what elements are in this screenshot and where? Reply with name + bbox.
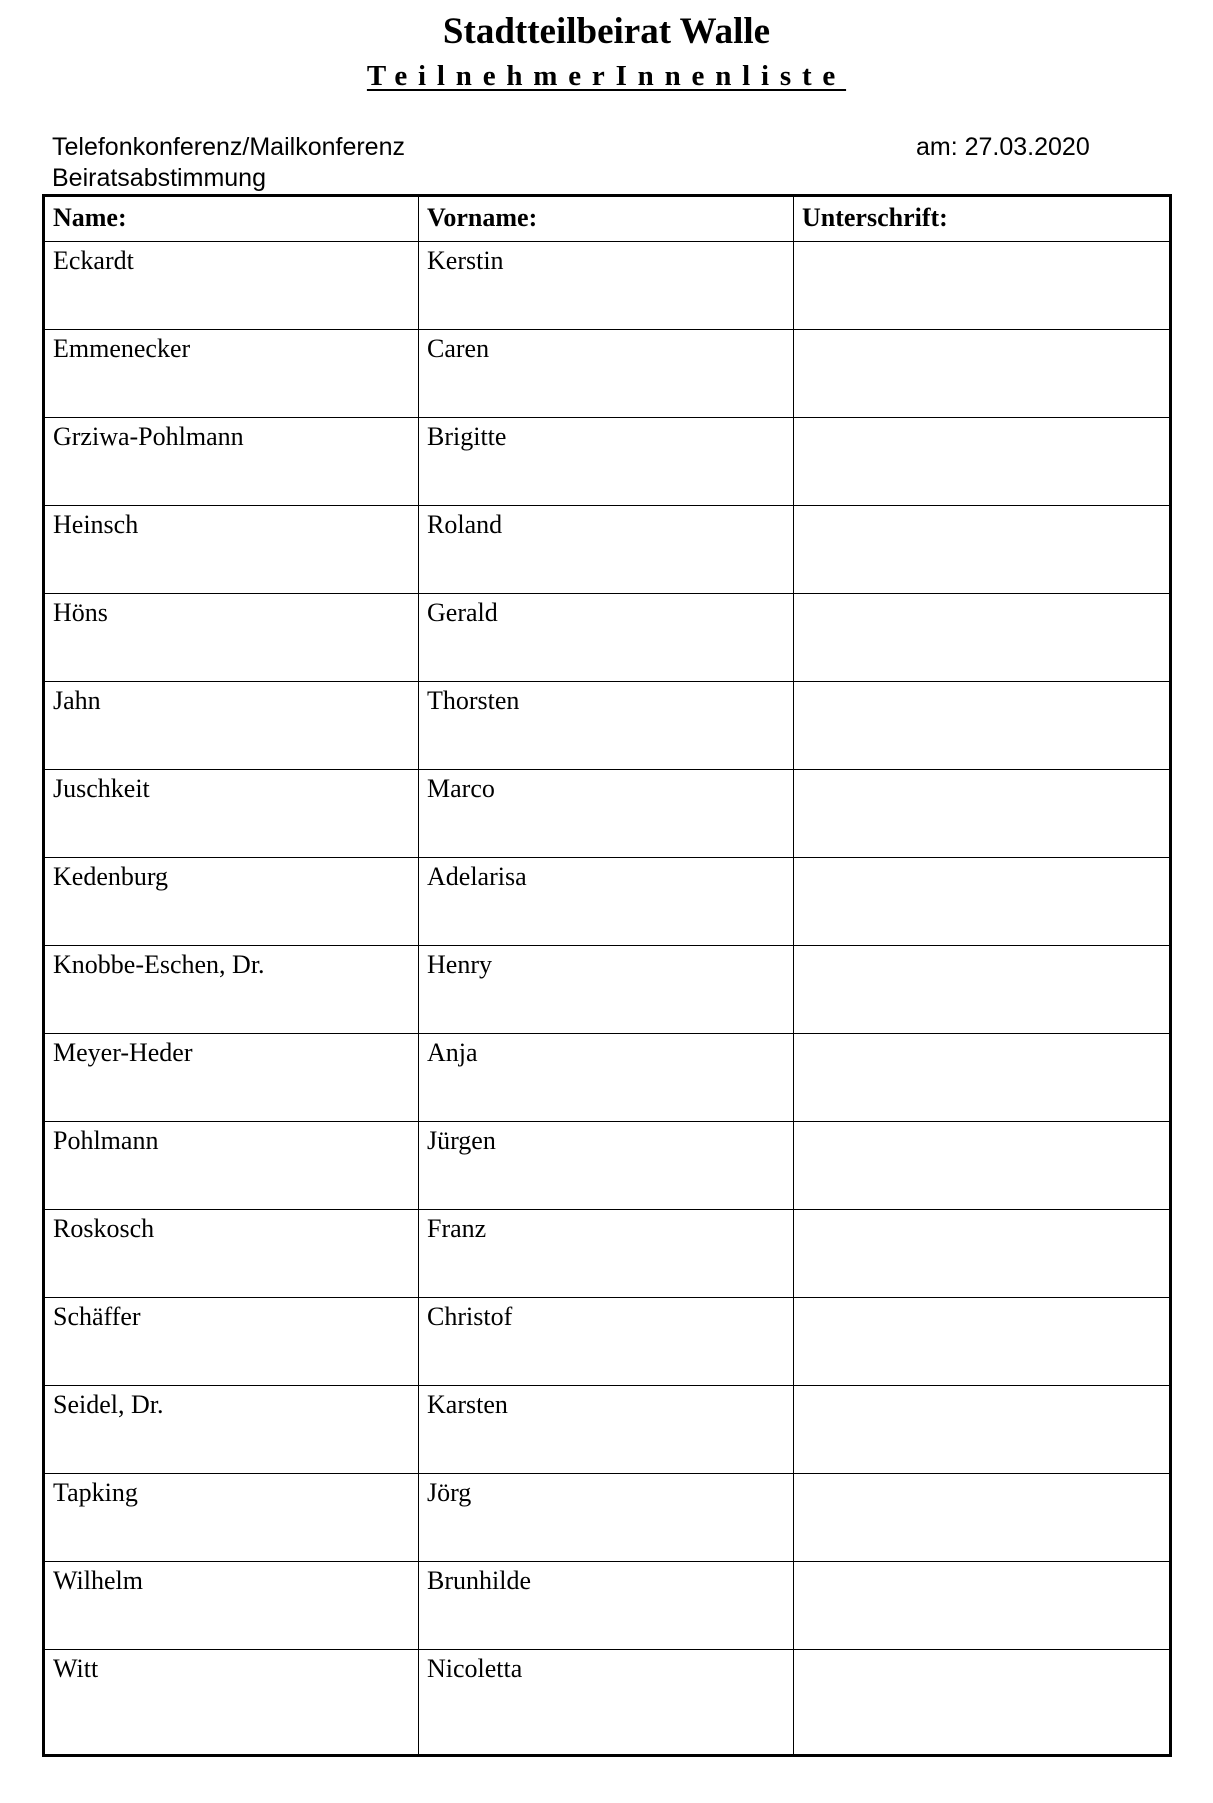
cell-vorname: Kerstin	[419, 242, 794, 330]
cell-name: Knobbe-Eschen, Dr.	[44, 946, 419, 1034]
column-header-unterschrift: Unterschrift:	[794, 196, 1171, 242]
table-row	[44, 858, 1171, 946]
cell-vorname: Roland	[419, 506, 794, 594]
cell-vorname: Nicoletta	[419, 1650, 794, 1756]
cell-name: Roskosch	[44, 1210, 419, 1298]
cell-vorname: Brigitte	[419, 418, 794, 506]
cell-vorname: Karsten	[419, 1386, 794, 1474]
cell-signature[interactable]	[794, 946, 1171, 1034]
cell-name: Höns	[44, 594, 419, 682]
document-title: Stadtteilbeirat Walle	[442, 11, 771, 52]
cell-signature[interactable]	[794, 1122, 1171, 1210]
cell-signature[interactable]	[794, 1474, 1171, 1562]
cell-name: Eckardt	[44, 242, 419, 330]
cell-vorname: Gerald	[419, 594, 794, 682]
cell-signature[interactable]	[794, 330, 1171, 418]
cell-signature[interactable]	[794, 1650, 1171, 1756]
table-row	[44, 1210, 1171, 1298]
cell-vorname: Adelarisa	[419, 858, 794, 946]
table-row	[44, 1474, 1171, 1562]
cell-name: Jahn	[44, 682, 419, 770]
cell-name: Seidel, Dr.	[44, 1386, 419, 1474]
table-row	[44, 770, 1171, 858]
cell-vorname: Thorsten	[419, 682, 794, 770]
cell-vorname: Anja	[419, 1034, 794, 1122]
cell-signature[interactable]	[794, 858, 1171, 946]
table-row	[44, 1034, 1171, 1122]
cell-name: Pohlmann	[44, 1122, 419, 1210]
meeting-date: am: 27.03.2020	[916, 133, 1090, 161]
table-row	[44, 330, 1171, 418]
cell-vorname: Caren	[419, 330, 794, 418]
attendee-table	[42, 194, 1172, 1757]
cell-vorname: Marco	[419, 770, 794, 858]
cell-name: Emmenecker	[44, 330, 419, 418]
cell-signature[interactable]	[794, 1298, 1171, 1386]
column-header-name: Name:	[44, 196, 419, 242]
table-row	[44, 594, 1171, 682]
table-row	[44, 506, 1171, 594]
table-row	[44, 946, 1171, 1034]
table-row	[44, 242, 1171, 330]
cell-name: Wilhelm	[44, 1562, 419, 1650]
cell-name: Meyer-Heder	[44, 1034, 419, 1122]
cell-vorname: Christof	[419, 1298, 794, 1386]
document-subtitle: TeilnehmerInnenliste	[366, 60, 847, 92]
cell-signature[interactable]	[794, 594, 1171, 682]
cell-name: Schäffer	[44, 1298, 419, 1386]
table-row	[44, 418, 1171, 506]
cell-name: Tapking	[44, 1474, 419, 1562]
table-row	[44, 1650, 1171, 1756]
table-header-row	[44, 196, 1171, 242]
cell-signature[interactable]	[794, 1034, 1171, 1122]
cell-signature[interactable]	[794, 506, 1171, 594]
cell-vorname: Franz	[419, 1210, 794, 1298]
cell-signature[interactable]	[794, 1210, 1171, 1298]
cell-name: Kedenburg	[44, 858, 419, 946]
meeting-agenda: Beiratsabstimmung	[52, 164, 266, 192]
cell-signature[interactable]	[794, 770, 1171, 858]
cell-name: Heinsch	[44, 506, 419, 594]
cell-vorname: Jörg	[419, 1474, 794, 1562]
table-row	[44, 1562, 1171, 1650]
meeting-type: Telefonkonferenz/Mailkonferenz	[52, 133, 405, 161]
cell-name: Juschkeit	[44, 770, 419, 858]
table-row	[44, 1298, 1171, 1386]
table-row	[44, 682, 1171, 770]
cell-signature[interactable]	[794, 242, 1171, 330]
table-row	[44, 1386, 1171, 1474]
cell-signature[interactable]	[794, 1562, 1171, 1650]
column-header-vorname: Vorname:	[419, 196, 794, 242]
cell-vorname: Jürgen	[419, 1122, 794, 1210]
cell-signature[interactable]	[794, 418, 1171, 506]
cell-signature[interactable]	[794, 682, 1171, 770]
table-row	[44, 1122, 1171, 1210]
cell-signature[interactable]	[794, 1386, 1171, 1474]
cell-vorname: Brunhilde	[419, 1562, 794, 1650]
cell-name: Grziwa-Pohlmann	[44, 418, 419, 506]
cell-vorname: Henry	[419, 946, 794, 1034]
cell-name: Witt	[44, 1650, 419, 1756]
